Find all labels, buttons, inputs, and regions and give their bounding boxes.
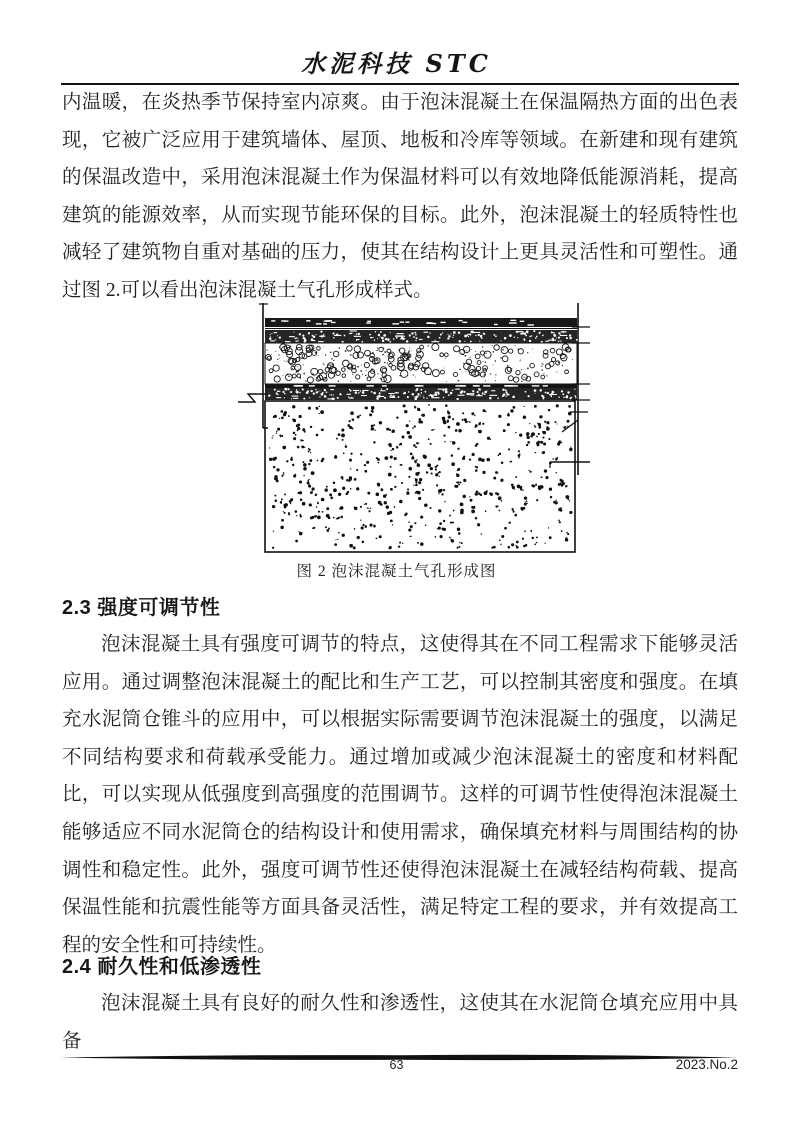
- intro-paragraph: 内温暖，在炎热季节保持室内凉爽。由于泡沫混凝土在保温隔热方面的出色表现，它被广泛应用于建筑墙体、屋顶、地板和冷库等领域。在新建和现有建筑的保温改造中，采用泡沫混凝土作为保温材料可以有效地降低能源消耗，提高建筑的能源效率，从而实现节能环保的目标。此外，泡沫混凝土的轻质特性也减轻了建筑物自重对基础的压力，使其在结构设计上更具灵活性和可塑性。通过图 2.可以看出泡沫混凝土气孔形成样式。: [62, 92, 738, 301]
- figure-surface-screed-layer: [265, 318, 577, 329]
- figure-foam-concrete-mass: [265, 401, 575, 552]
- figure-hatched-mortar-layer-bottom: [265, 388, 577, 400]
- section-heading-2-3: 2.3 强度可调节性: [62, 597, 221, 619]
- section-paragraph-2-3: 泡沫混凝土具有强度可调节的特点，这使得其在不同工程需求下能够灵活应用。通过调整泡沫混凝土的配比和生产工艺，可以控制其密度和强度。在填充水泥筒仓锥斗的应用中，可以根据实际需要调节泡沫混凝土的强度，以满足不同结构要求和荷载承受能力。通过增加或减少泡沫混凝土的密度和材料配比，可以实现从低强度到高强度的范围调节。这样的可调节性使得泡沫混凝土能够适应不同水泥筒仓的结构设计和使用需求，确保填充材料与周围结构的协调性和稳定性。此外，强度可调节性还使得泡沫混凝土在减轻结构荷载、提高保温性能和抗震性能等方面具备灵活性，满足特定工程的要求，并有效提高工程的安全性和可持续性。: [62, 634, 738, 956]
- section-heading-2-4: 2.4 耐久性和低渗透性: [62, 956, 262, 978]
- figure-hatched-mortar-layer-top: [265, 330, 578, 343]
- figure-divider-strip: [265, 384, 577, 388]
- journal-header-title: 水泥科技 STC: [301, 49, 492, 78]
- footer-page-number: 63: [389, 1058, 404, 1072]
- figure-2-caption: 图 2 泡沫混凝土气孔形成图: [296, 563, 497, 580]
- footer-issue-label: 2023.No.2: [675, 1057, 738, 1072]
- figure-2-foam-concrete-pore-diagram: [238, 298, 610, 565]
- section-paragraph-2-4: 泡沫混凝土具有良好的耐久性和渗透性，这使其在水泥筒仓填充应用中具备: [62, 993, 738, 1052]
- figure-2-drawing: [238, 298, 610, 560]
- figure-foam-concrete-pore-layer: [265, 343, 577, 384]
